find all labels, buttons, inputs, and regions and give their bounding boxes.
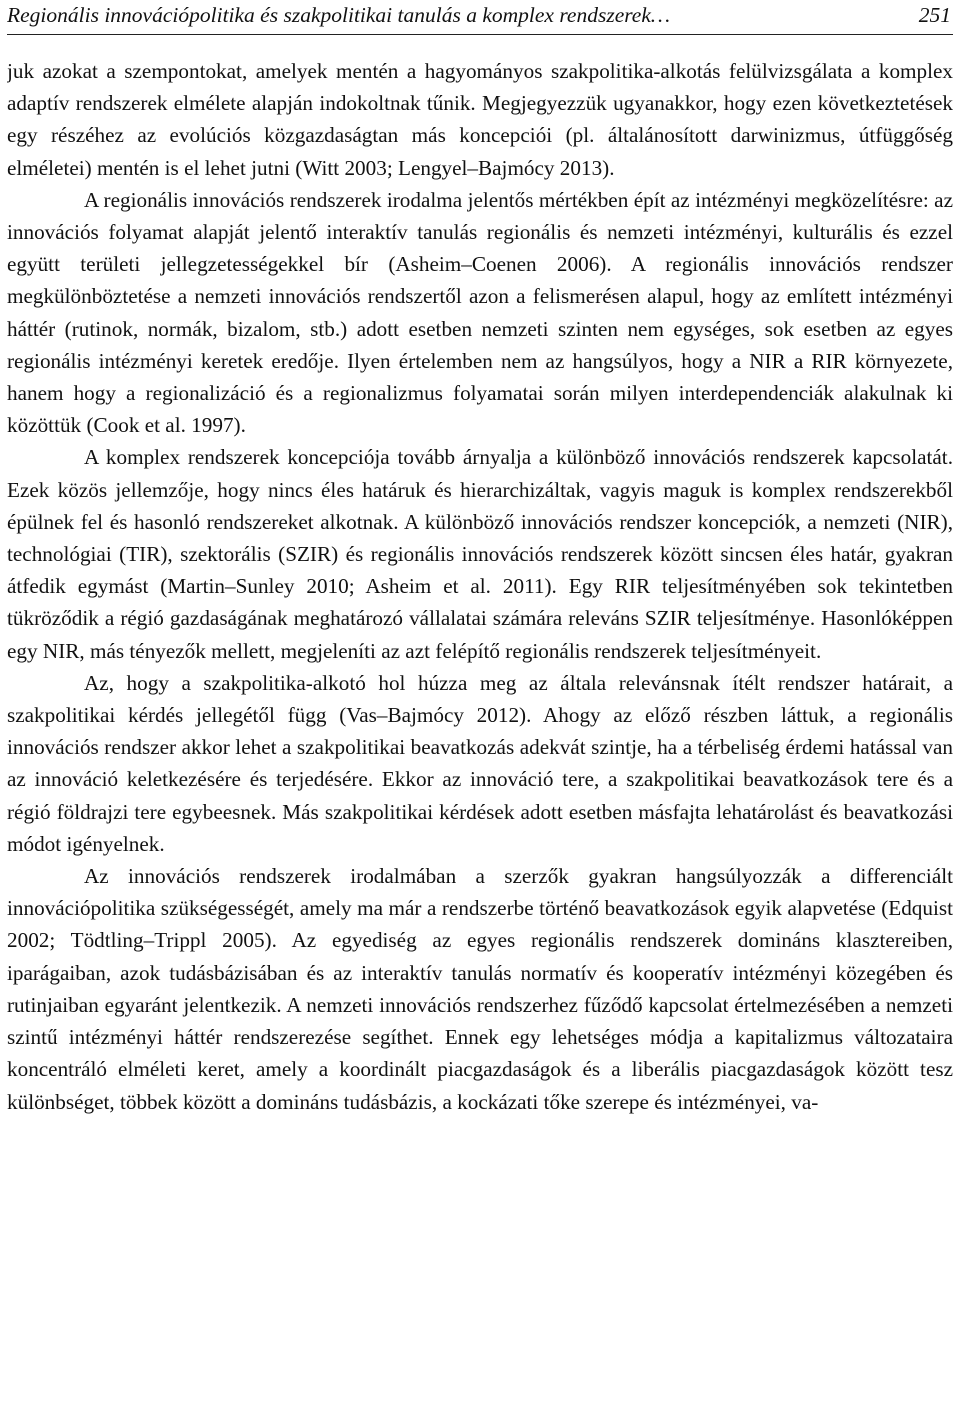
- paragraph: A regionális innovációs rendszerek irodalma jelentős mértékben épít az intézményi megközelítésre: az innovációs folyamat alapját jelentő interaktív tanulás regionális és nemzeti intézményi, kulturális és ezzel együtt területi jellegzetességekkel bír (Asheim–Coenen 2006). A regionális innovációs rendszer megkülönböztetése a nemzeti innovációs rendszertől azon a felismerésen alapul, hogy az említett intézményi háttér (rutinok, normák, bizalom, stb.) adott esetben nemzeti szinten nem egységes, sok esetben az egyes regionális intézményi keretek eredője. Ilyen értelemben nem az hangsúlyos, hogy a NIR a RIR környezete, hanem hogy a regionalizáció és a regionalizmus folyamatai során milyen interdependenciák alakulnak ki közöttük (Cook et al. 1997).: [7, 187, 953, 438]
- paragraph: Az, hogy a szakpolitika-alkotó hol húzza meg az általa relevánsnak ítélt rendszer határait, a szakpolitikai kérdés jellegétől függ (Vas–Bajmócy 2012). Ahogy az előző részben láttuk, a regionális innovációs rendszer akkor lehet a szakpolitikai beavatkozás adekvát szintje, ha a térbeliség érdemi hatással van az innováció keletkezésére és terjedésére. Ekkor az innováció tere, a szakpolitikai beavatkozások tere és a régió földrajzi tere egybeesnek. Más szakpolitikai kérdések adott esetben másfajta lehatárolást és beavatkozási módot igényelnek.: [7, 670, 953, 856]
- body-text: [7, 55, 953, 1118]
- paragraph: A komplex rendszerek koncepciója tovább árnyalja a különböző innovációs rendszerek kapcsolatát. Ezek közös jellemzője, hogy nincs éles határuk és hierarchizáltak, vagyis maguk is komplex rendszerekből épülnek fel és hasonló rendszereket alkotnak. A különböző innovációs rendszer koncepciók, a nemzeti (NIR), technológiai (TIR), szektorális (SZIR) és regionális innovációs rendszerek között sincsen éles határ, gyakran átfedik egymást (Martin–Sunley 2010; Asheim et al. 2011). Egy RIR teljesítményében sok tekintetben tükröződik a régió gazdaságának meghatározó vállalatai számára releváns SZIR teljesítménye. Hasonlóképpen egy NIR, más tényezők mellett, megjeleníti az azt felépítő regionális rendszerek teljesítményeit.: [7, 445, 953, 663]
- running-title: Regionális innovációpolitika és szakpolitikai tanulás a komplex rendszerek…: [7, 3, 671, 27]
- paragraph: Az innovációs rendszerek irodalmában a szerzők gyakran hangsúlyozzák a differenciált innovációpolitika szükségességét, amely ma már a rendszerbe történő beavatkozások egyik alapvetése (Edquist 2002; Tödtling–Trippl 2005). Az egyediség az egyes regionális rendszerek domináns klasztereiben, iparágaiban, azok tudásbázisában és az interaktív tanulás normatív és kooperatív intézményi közegében és rutinjaiban egyaránt jelentkezik. A nemzeti innovációs rendszerhez fűződő kapcsolat értelmezésében a nemzeti szintű intézményi háttér rendszerezése segíthet. Ennek egy lehetséges módja a kapitalizmus változataira koncentráló elméleti keret, amely a koordinált piacgazdaságok és a liberális piacgazdaságok között tesz különbséget, többek között a domináns tudásbázis, a kockázati tőke szerepe és intézményei, va-: [7, 864, 953, 1114]
- document-page: [7, 0, 953, 1403]
- paragraph: juk azokat a szempontokat, amelyek mentén a hagyományos szakpolitika-alkotás felülvizsgálata a komplex adaptív rendszerek elmélete alapján indokoltnak tűnik. Megjegyezzük ugyanakkor, hogy ezen következtetések egy részéhez az evolúciós közgazdaságtan más koncepciói (pl. általánosított darwinizmus, útfüggőség elméletei) mentén is el lehet jutni (Witt 2003; Lengyel–Bajmócy 2013).: [7, 59, 953, 180]
- page-number: 251: [918, 3, 951, 27]
- running-header: [7, 0, 953, 35]
